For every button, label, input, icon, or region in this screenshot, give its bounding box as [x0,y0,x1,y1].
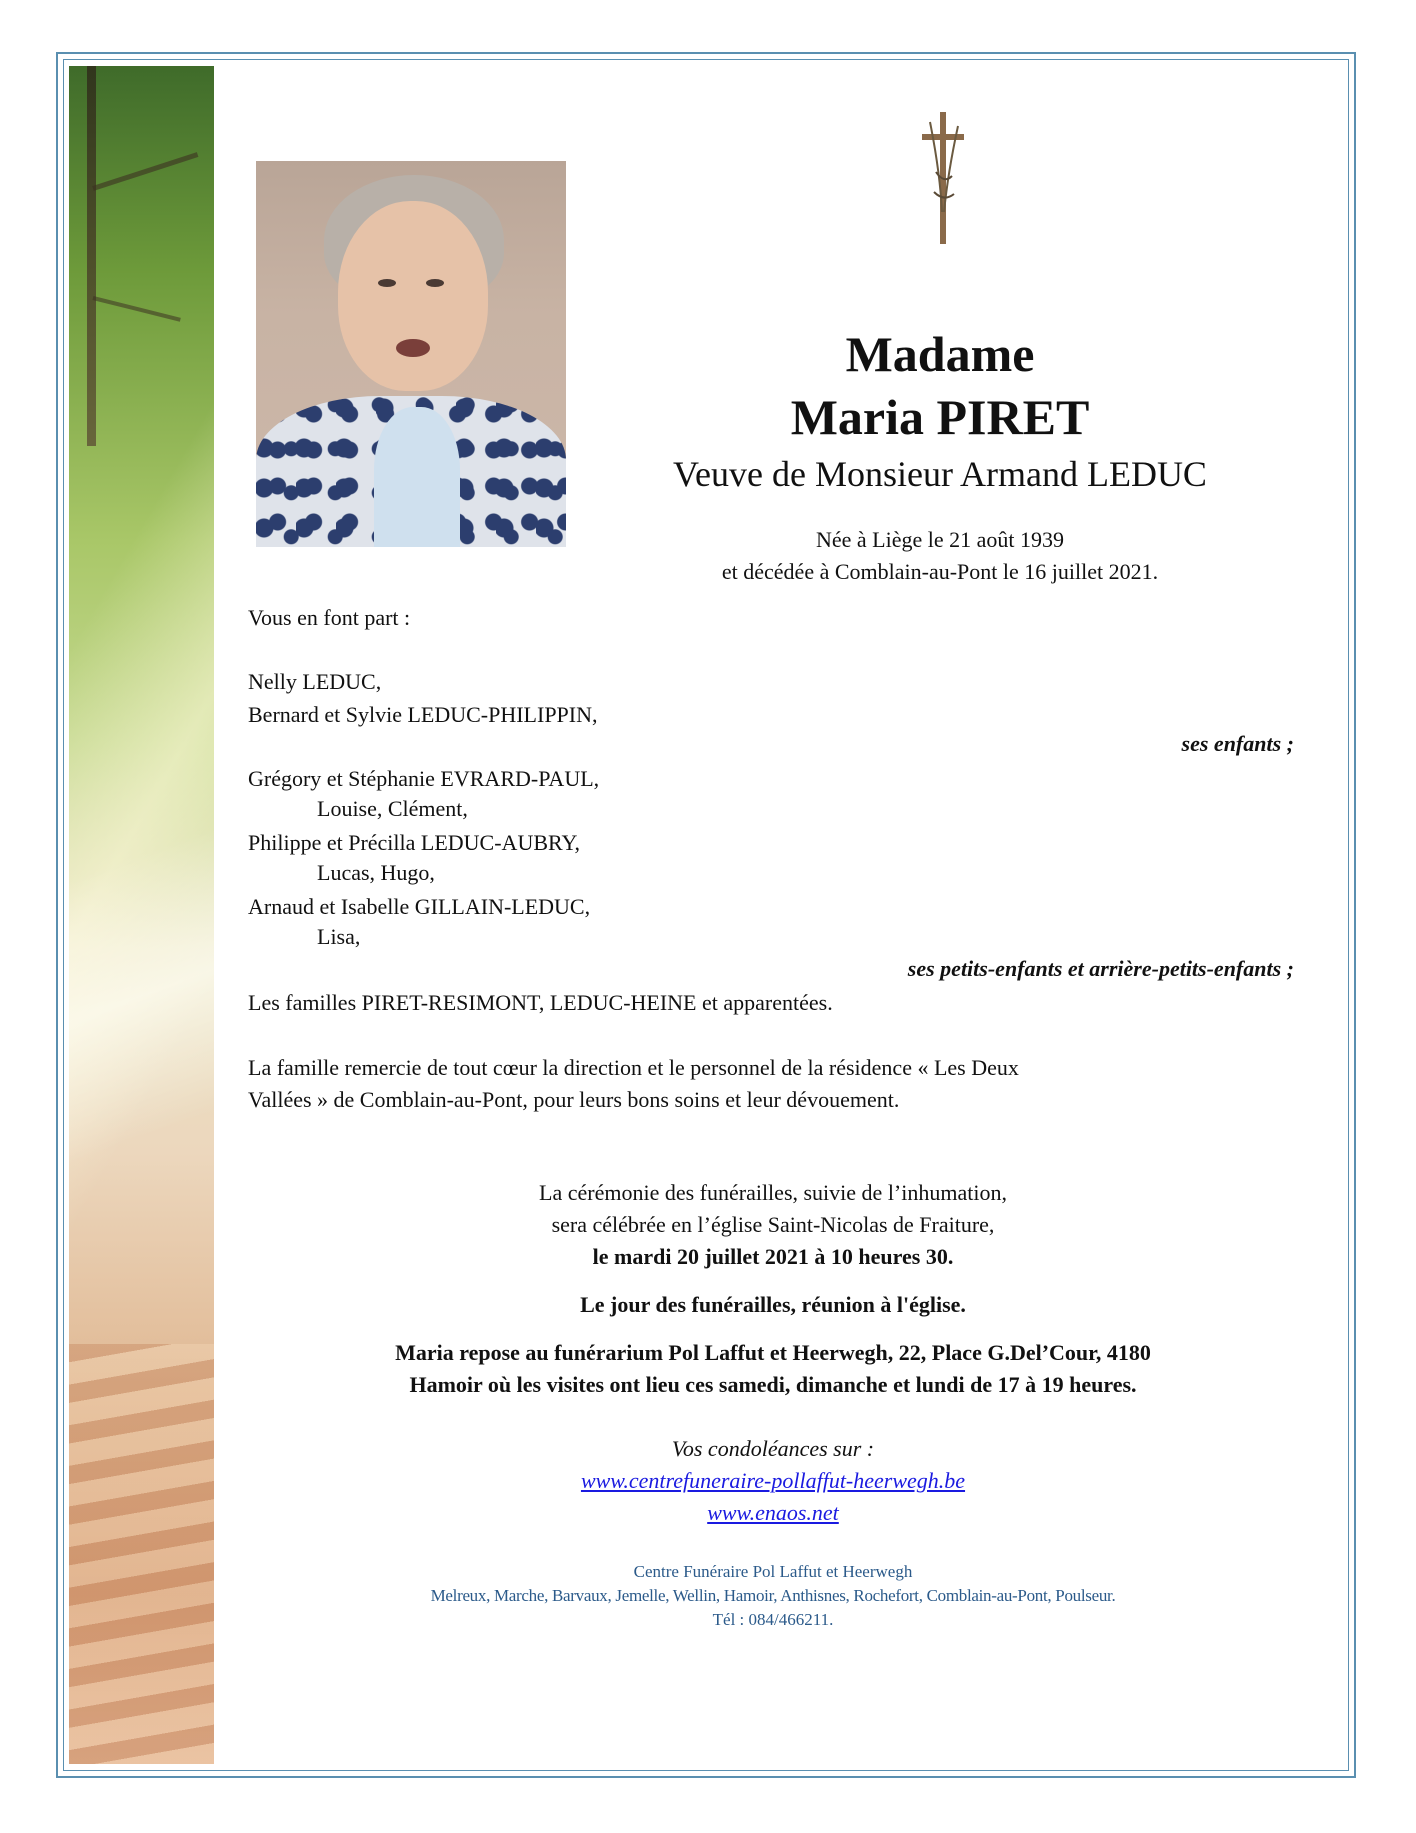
grandchild-couple: Arnaud et Isabelle GILLAIN-LEDUC, [248,894,591,919]
footer-company: Centre Funéraire Pol Laffut et Heerwegh [633,1562,913,1581]
great-grandchildren: Louise, Clément, [317,796,468,821]
child-name: Bernard et Sylvie LEDUC-PHILIPPIN, [248,702,598,727]
great-grandchildren: Lucas, Hugo, [317,860,435,885]
grandchild-couple: Grégory et Stéphanie EVRARD-PAUL, [248,766,600,791]
ceremony-line-2: sera célébrée en l’église Saint-Nicolas de Fraiture, [551,1212,995,1237]
child-name: Nelly LEDUC, [248,669,382,694]
crucifix-icon [918,112,968,244]
ceremony-line-1: La cérémonie des funérailles, suivie de l’inhumation, [539,1180,1007,1205]
condolences-label: Vos condoléances sur : [671,1436,875,1461]
birth-info: Née à Liège le 21 août 1939 [815,527,1064,552]
great-grandchildren: Lisa, [317,924,361,949]
footer-locations: Melreux, Marche, Barvaux, Jemelle, Wellin, Hamoir, Anthisnes, Rochefort, Comblain-au-Pont, Poulseur. [430,1586,1116,1605]
salutation: Madame [845,326,1035,382]
ceremony-datetime: le mardi 20 juillet 2021 à 10 heures 30. [592,1244,954,1269]
condolences-link-1[interactable]: www.centrefuneraire-pollaffut-heerwegh.be [580,1468,966,1493]
thanks-line-1: La famille remercie de tout cœur la direction et le personnel de la résidence « Les Deux [248,1055,1019,1080]
forest-path-decorative-image [69,66,214,1764]
visit-line-2: Hamoir où les visites ont lieu ces samedi, dimanche et lundi de 17 à 19 heures. [409,1372,1137,1397]
death-info: et décédée à Comblain-au-Pont le 16 juillet 2021. [721,559,1159,584]
footer-phone: Tél : 084/466211. [712,1610,834,1629]
visit-line-1: Maria repose au funérarium Pol Laffut et Heerwegh, 22, Place G.Del’Cour, 4180 [395,1340,1151,1365]
families-line: Les familles PIRET-RESIMONT, LEDUC-HEINE et apparentées. [248,990,833,1015]
grandchild-couple: Philippe et Précilla LEDUC-AUBRY, [248,830,581,855]
deceased-name: Maria PIRET [790,389,1090,445]
condolences-link-2[interactable]: www.enaos.net [707,1500,839,1525]
widow-line: Veuve de Monsieur Armand LEDUC [673,454,1207,494]
announcement-intro: Vous en font part : [248,605,411,630]
children-role: ses enfants ; [1181,731,1294,756]
meeting-note: Le jour des funérailles, réunion à l'église. [580,1292,966,1317]
grandchildren-role: ses petits-enfants et arrière-petits-enfants ; [907,956,1294,981]
thanks-line-2: Vallées » de Comblain-au-Pont, pour leurs bons soins et leur dévouement. [248,1087,900,1112]
